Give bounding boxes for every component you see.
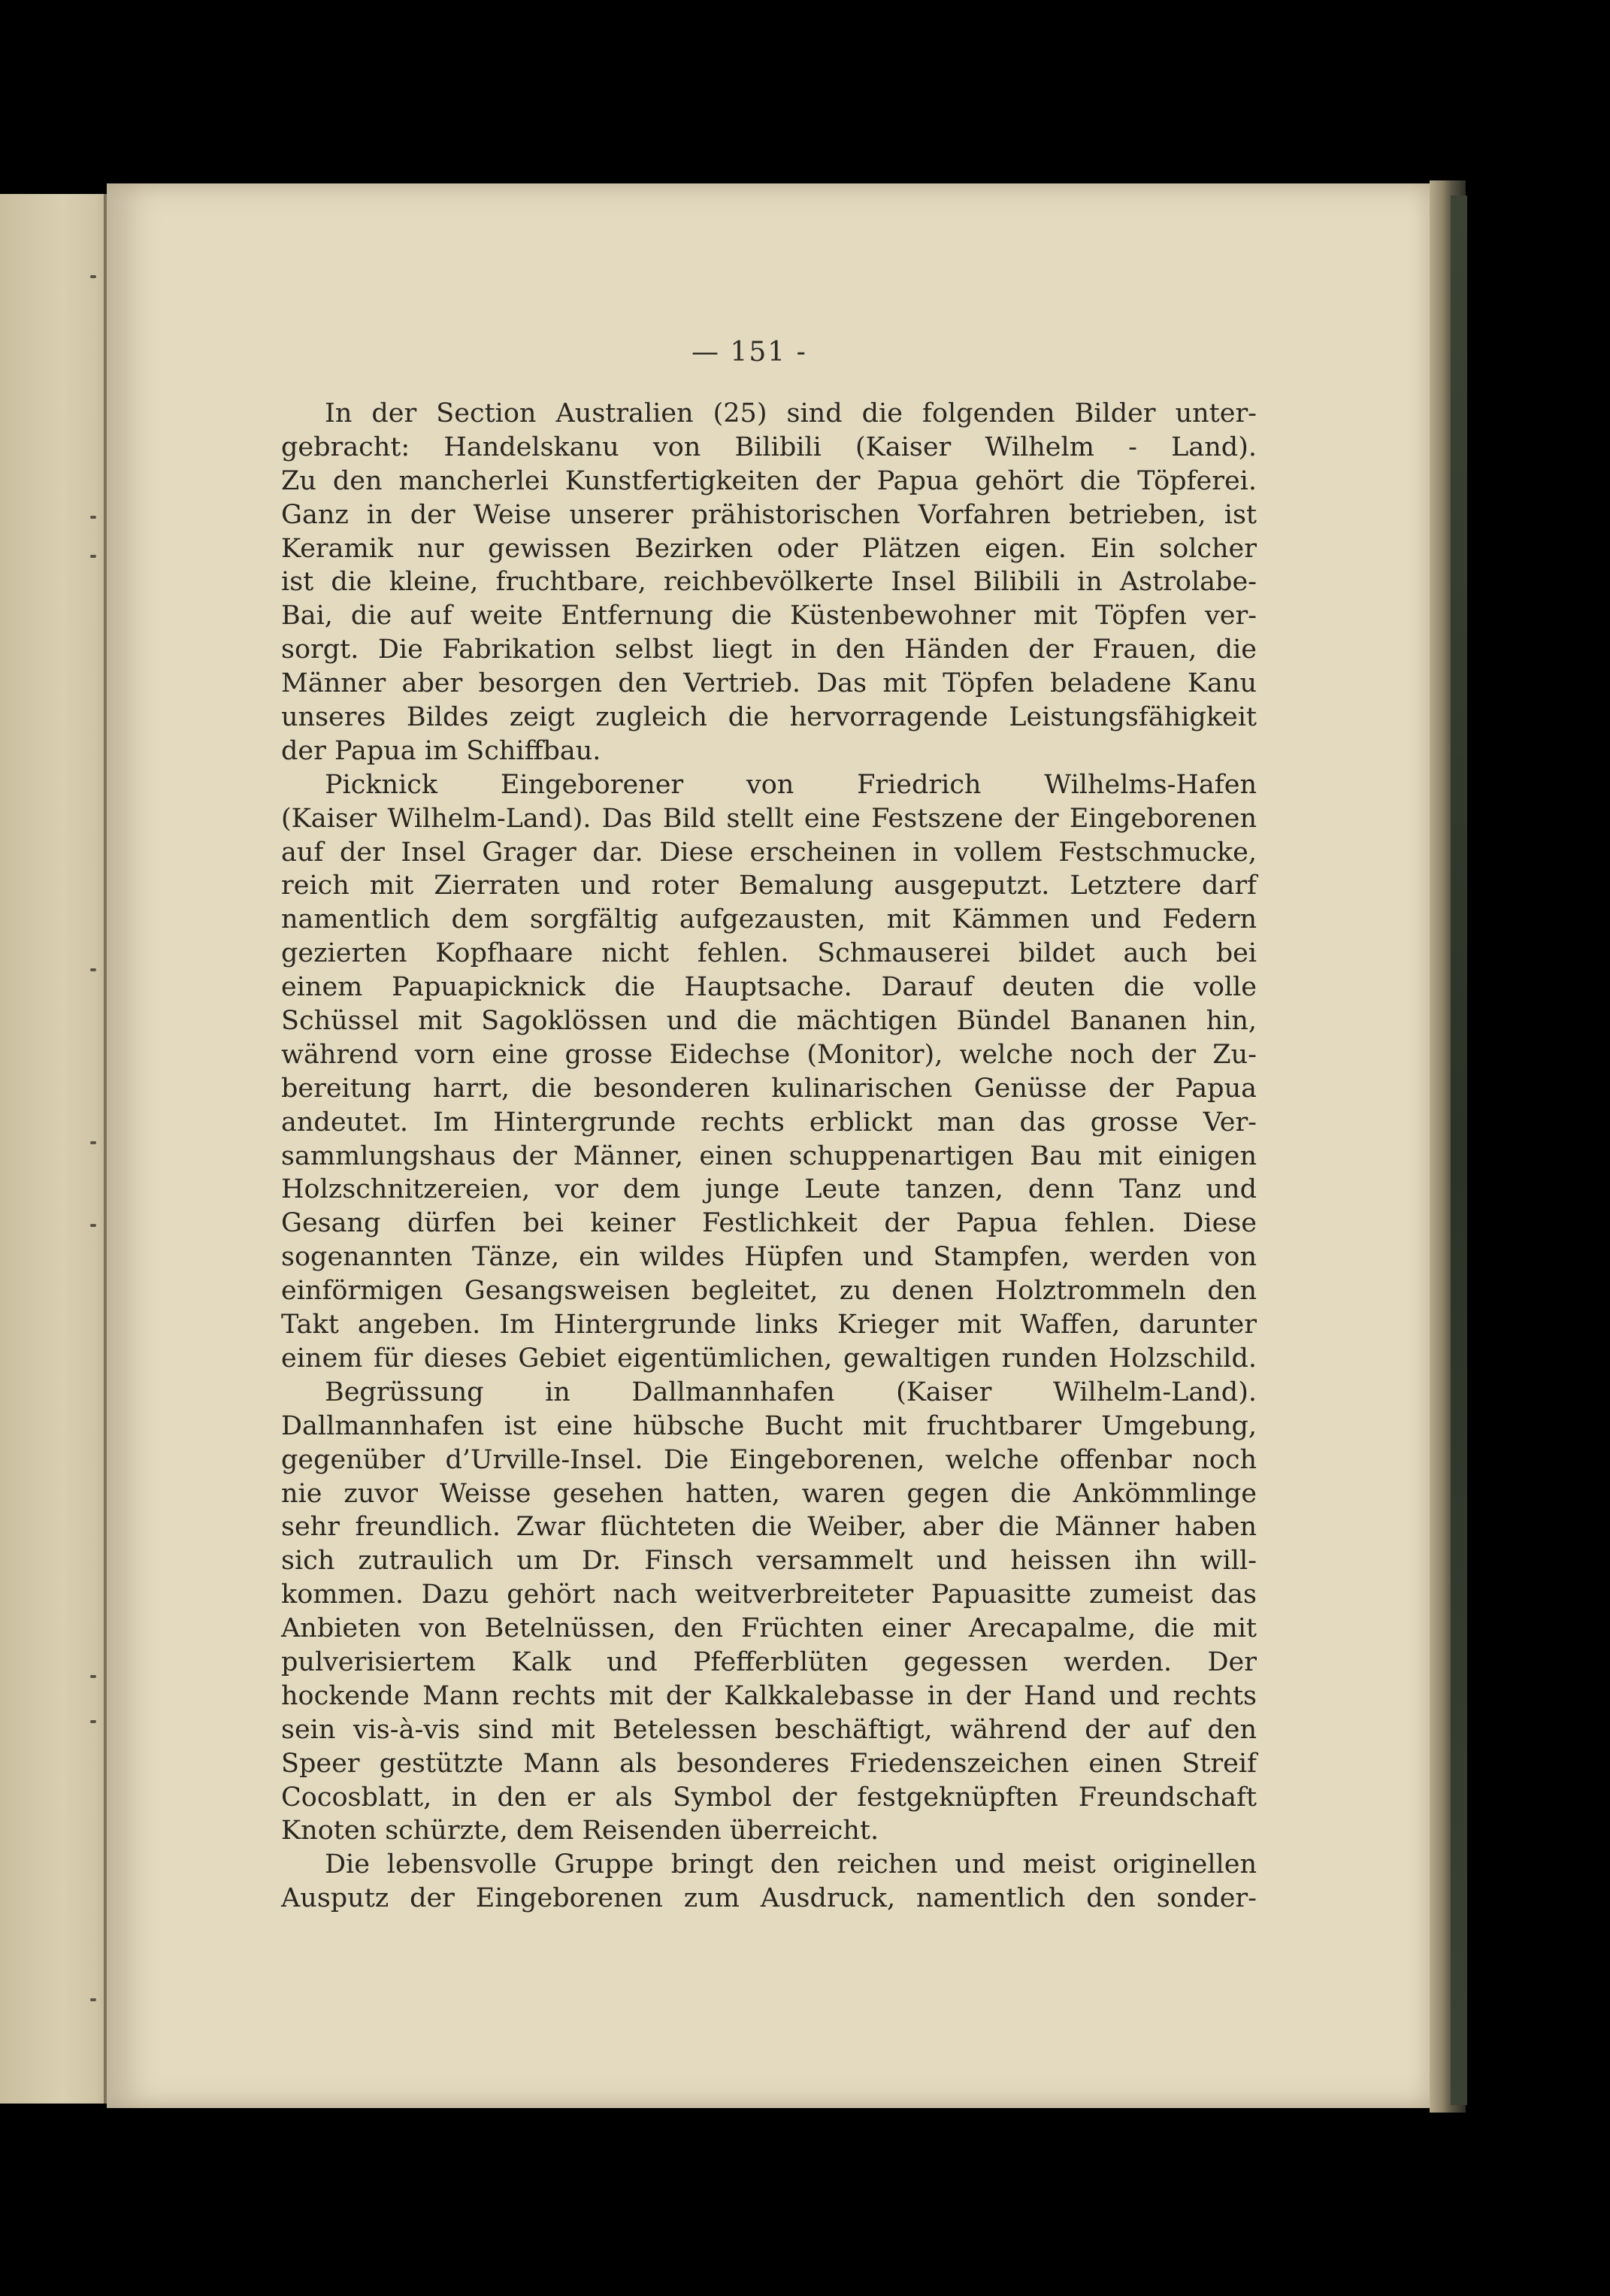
text-line: Schüssel mit Sagoklössen und die mächtigen Bündel Bananen hin, — [281, 1006, 1257, 1037]
body-text — [281, 397, 1257, 1916]
text-line: sorgt. Die Fabrikation selbst liegt in den Händen der Frauen, die — [281, 635, 1257, 665]
text-line: der Papua im Schiffbau. — [281, 735, 601, 766]
text-line: andeutet. Im Hintergrunde rechts erblickt man das grosse Ver- — [281, 1107, 1257, 1137]
text-line: einem für dieses Gebiet eigentümlichen, gewaltigen runden Holzschild. — [281, 1343, 1257, 1374]
text-line: ist die kleine, fruchtbare, reichbevölkerte Insel Bilibili in Astrolabe- — [281, 567, 1257, 598]
text-line: Takt angeben. Im Hintergrunde links Krieger mit Waffen, darunter — [281, 1310, 1257, 1340]
text-line: Ganz in der Weise unserer prähistorischen Vorfahren betrieben, ist — [281, 499, 1257, 530]
margin-mark — [90, 1224, 96, 1227]
text-line: bereitung harrt, die besonderen kulinarischen Genüsse der Papua — [281, 1073, 1257, 1104]
text-line: Gesang dürfen bei keiner Festlichkeit der Papua fehlen. Diese — [281, 1208, 1257, 1239]
text-line: sammlungshaus der Männer, einen schuppenartigen Bau mit einigen — [281, 1140, 1257, 1171]
page-number: — 151 - — [692, 337, 807, 368]
text-line: einförmigen Gesangsweisen begleitet, zu denen Holztrommeln den — [281, 1276, 1257, 1307]
text-line: Dallmannhafen ist eine hübsche Bucht mit fruchtbarer Umgebung, — [281, 1410, 1257, 1441]
cover-binding — [1451, 195, 1467, 2105]
text-line: Cocosblatt, in den er als Symbol der festgeknüpften Freundschaft — [281, 1782, 1257, 1813]
text-line: Picknick Eingeborener von Friedrich Wilhelms-Hafen — [325, 769, 1257, 800]
text-line: In der Section Australien (25) sind die folgenden Bilder unter- — [325, 398, 1257, 429]
text-line: kommen. Dazu gehört nach weitverbreiteter Papuasitte zumeist das — [281, 1580, 1257, 1610]
text-line: Speer gestützte Mann als besonderes Friedenszeichen einen Streif — [281, 1748, 1257, 1779]
margin-mark — [90, 1675, 96, 1678]
text-line: gezierten Kopfhaare nicht fehlen. Schmauserei bildet auch bei — [281, 938, 1257, 969]
text-line: sogenannten Tänze, ein wildes Hüpfen und Stampfen, werden von — [281, 1242, 1257, 1273]
margin-mark — [90, 275, 96, 278]
margin-mark — [90, 968, 96, 971]
text-line: sehr freundlich. Zwar flüchteten die Weiber, aber die Männer haben — [281, 1512, 1257, 1543]
margin-mark — [90, 1141, 96, 1144]
text-line: Männer aber besorgen den Vertrieb. Das mit Töpfen beladene Kanu — [281, 668, 1257, 699]
text-line: auf der Insel Grager dar. Diese erscheinen in vollem Festschmucke, — [281, 837, 1257, 868]
margin-mark — [90, 1720, 96, 1723]
text-line: gebracht: Handelskanu von Bilibili (Kaiser Wilhelm - Land). — [281, 432, 1257, 462]
margin-mark — [90, 555, 96, 558]
text-line: Begrüssung in Dallmannhafen (Kaiser Wilhelm-Land). — [325, 1377, 1257, 1407]
text-line: sich zutraulich um Dr. Finsch versammelt und heissen ihn will- — [281, 1546, 1257, 1577]
text-line: (Kaiser Wilhelm-Land). Das Bild stellt eine Festszene der Eingeborenen — [281, 803, 1257, 834]
text-line: Bai, die auf weite Entfernung die Küstenbewohner mit Töpfen ver- — [281, 601, 1257, 632]
text-line: hockende Mann rechts mit der Kalkkalebasse in der Hand und rechts — [281, 1680, 1257, 1711]
text-line: Ausputz der Eingeborenen zum Ausdruck, namentlich den sonder- — [281, 1883, 1257, 1914]
text-line: Holzschnitzereien, vor dem junge Leute tanzen, denn Tanz und — [281, 1174, 1257, 1205]
text-line: reich mit Zierraten und roter Bemalung ausgeputzt. Letztere darf — [281, 871, 1257, 901]
text-line: einem Papuapicknick die Hauptsache. Darauf deuten die volle — [281, 972, 1257, 1003]
text-line: Zu den mancherlei Kunstfertigkeiten der Papua gehört die Töpferei. — [281, 465, 1257, 496]
text-line: Keramik nur gewissen Bezirken oder Plätzen eigen. Ein solcher — [281, 533, 1257, 564]
text-line: sein vis-à-vis sind mit Betelessen beschäftigt, während der auf den — [281, 1714, 1257, 1745]
text-line: pulverisiertem Kalk und Pfefferblüten gegessen werden. Der — [281, 1646, 1257, 1677]
text-line: gegenüber d’Urville-Insel. Die Eingeborenen, welche offenbar noch — [281, 1444, 1257, 1475]
text-line: unseres Bildes zeigt zugleich die hervorragende Leistungsfähigkeit — [281, 702, 1257, 733]
left-facing-page — [0, 194, 113, 2104]
text-line: nie zuvor Weisse gesehen hatten, waren gegen die Ankömmlinge — [281, 1478, 1257, 1509]
text-line: während vorn eine grosse Eidechse (Monitor), welche noch der Zu- — [281, 1039, 1257, 1070]
text-line: namentlich dem sorgfältig aufgezausten, mit Kämmen und Federn — [281, 904, 1257, 935]
margin-mark — [90, 1998, 96, 2001]
margin-mark — [90, 516, 96, 519]
text-line: Die lebensvolle Gruppe bringt den reichen und meist originellen — [325, 1849, 1257, 1880]
text-line: Knoten schürzte, dem Reisenden überreicht. — [281, 1816, 879, 1846]
text-line: Anbieten von Betelnüssen, den Früchten einer Arecapalme, die mit — [281, 1613, 1257, 1644]
